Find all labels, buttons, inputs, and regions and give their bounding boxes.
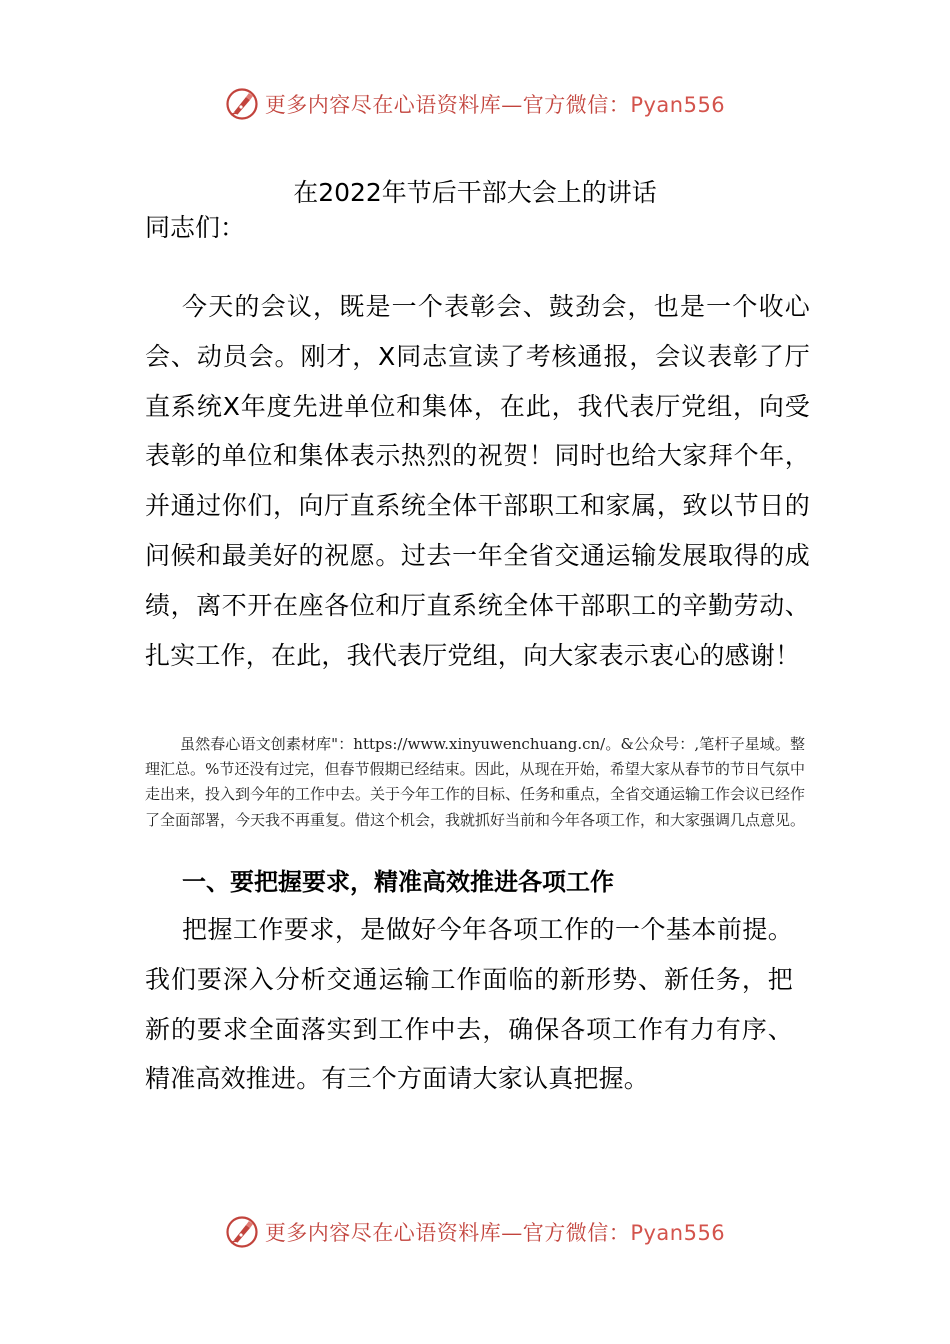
banner-wechat-id: Pyan556: [630, 93, 726, 117]
small-print-paragraph: 虽然春心语文创素材库"：https://www.xinyuwenchuang.cn/。&公众号：,笔杆子星域。整理汇总。%节还没有过完，但春节假期已经结束。因此，从现在开始，希望大家从春节的节日气氛中走出来，投入到今年的工作中去。关于今年工作的目标、任务和重点，全省交通运输工作会议已经作了全面部署，今天我不再重复。借这个机会，我就抓好当前和今年各项工作，和大家强调几点意见。: [145, 735, 806, 829]
footer-watermark-banner: [0, 1212, 950, 1252]
banner-wechat-id: Pyan556: [630, 1221, 726, 1245]
banner-text: [265, 89, 725, 119]
banner-text: [265, 1217, 725, 1247]
document-title: 在2022年节后干部大会上的讲话: [293, 178, 657, 207]
pen-nib-logo-icon: [225, 1215, 259, 1249]
section-heading-1: 一、要把握要求，精准高效推进各项工作: [182, 868, 614, 896]
banner-label: 更多内容尽在心语资料库—官方微信：: [264, 1221, 631, 1245]
body-paragraph-2: 把握工作要求，是做好今年各项工作的一个基本前提。我们要深入分析交通运输工作面临的新形势、新任务，把新的要求全面落实到工作中去，确保各项工作有力有序、精准高效推进。有三个方面请大家认真把握。: [145, 915, 793, 1094]
pen-nib-logo-icon: [225, 87, 259, 121]
body-paragraph-1: 今天的会议，既是一个表彰会、鼓劲会，也是一个收心会、动员会。刚才，X同志宣读了考核通报，会议表彰了厅直系统X年度先进单位和集体，在此，我代表厅党组，向受表彰的单位和集体表示热烈的祝贺！同时也给大家拜个年，并通过你们，向厅直系统全体干部职工和家属，致以节日的问候和最美好的祝愿。过去一年全省交通运输发展取得的成绩，离不开在座各位和厅直系统全体干部职工的辛勤劳动、扎实工作，在此，我代表厅党组，向大家表示衷心的感谢！: [145, 292, 810, 670]
header-watermark-banner: [0, 84, 950, 124]
banner-label: 更多内容尽在心语资料库—官方微信：: [264, 93, 631, 117]
salutation: 同志们：: [145, 213, 246, 242]
